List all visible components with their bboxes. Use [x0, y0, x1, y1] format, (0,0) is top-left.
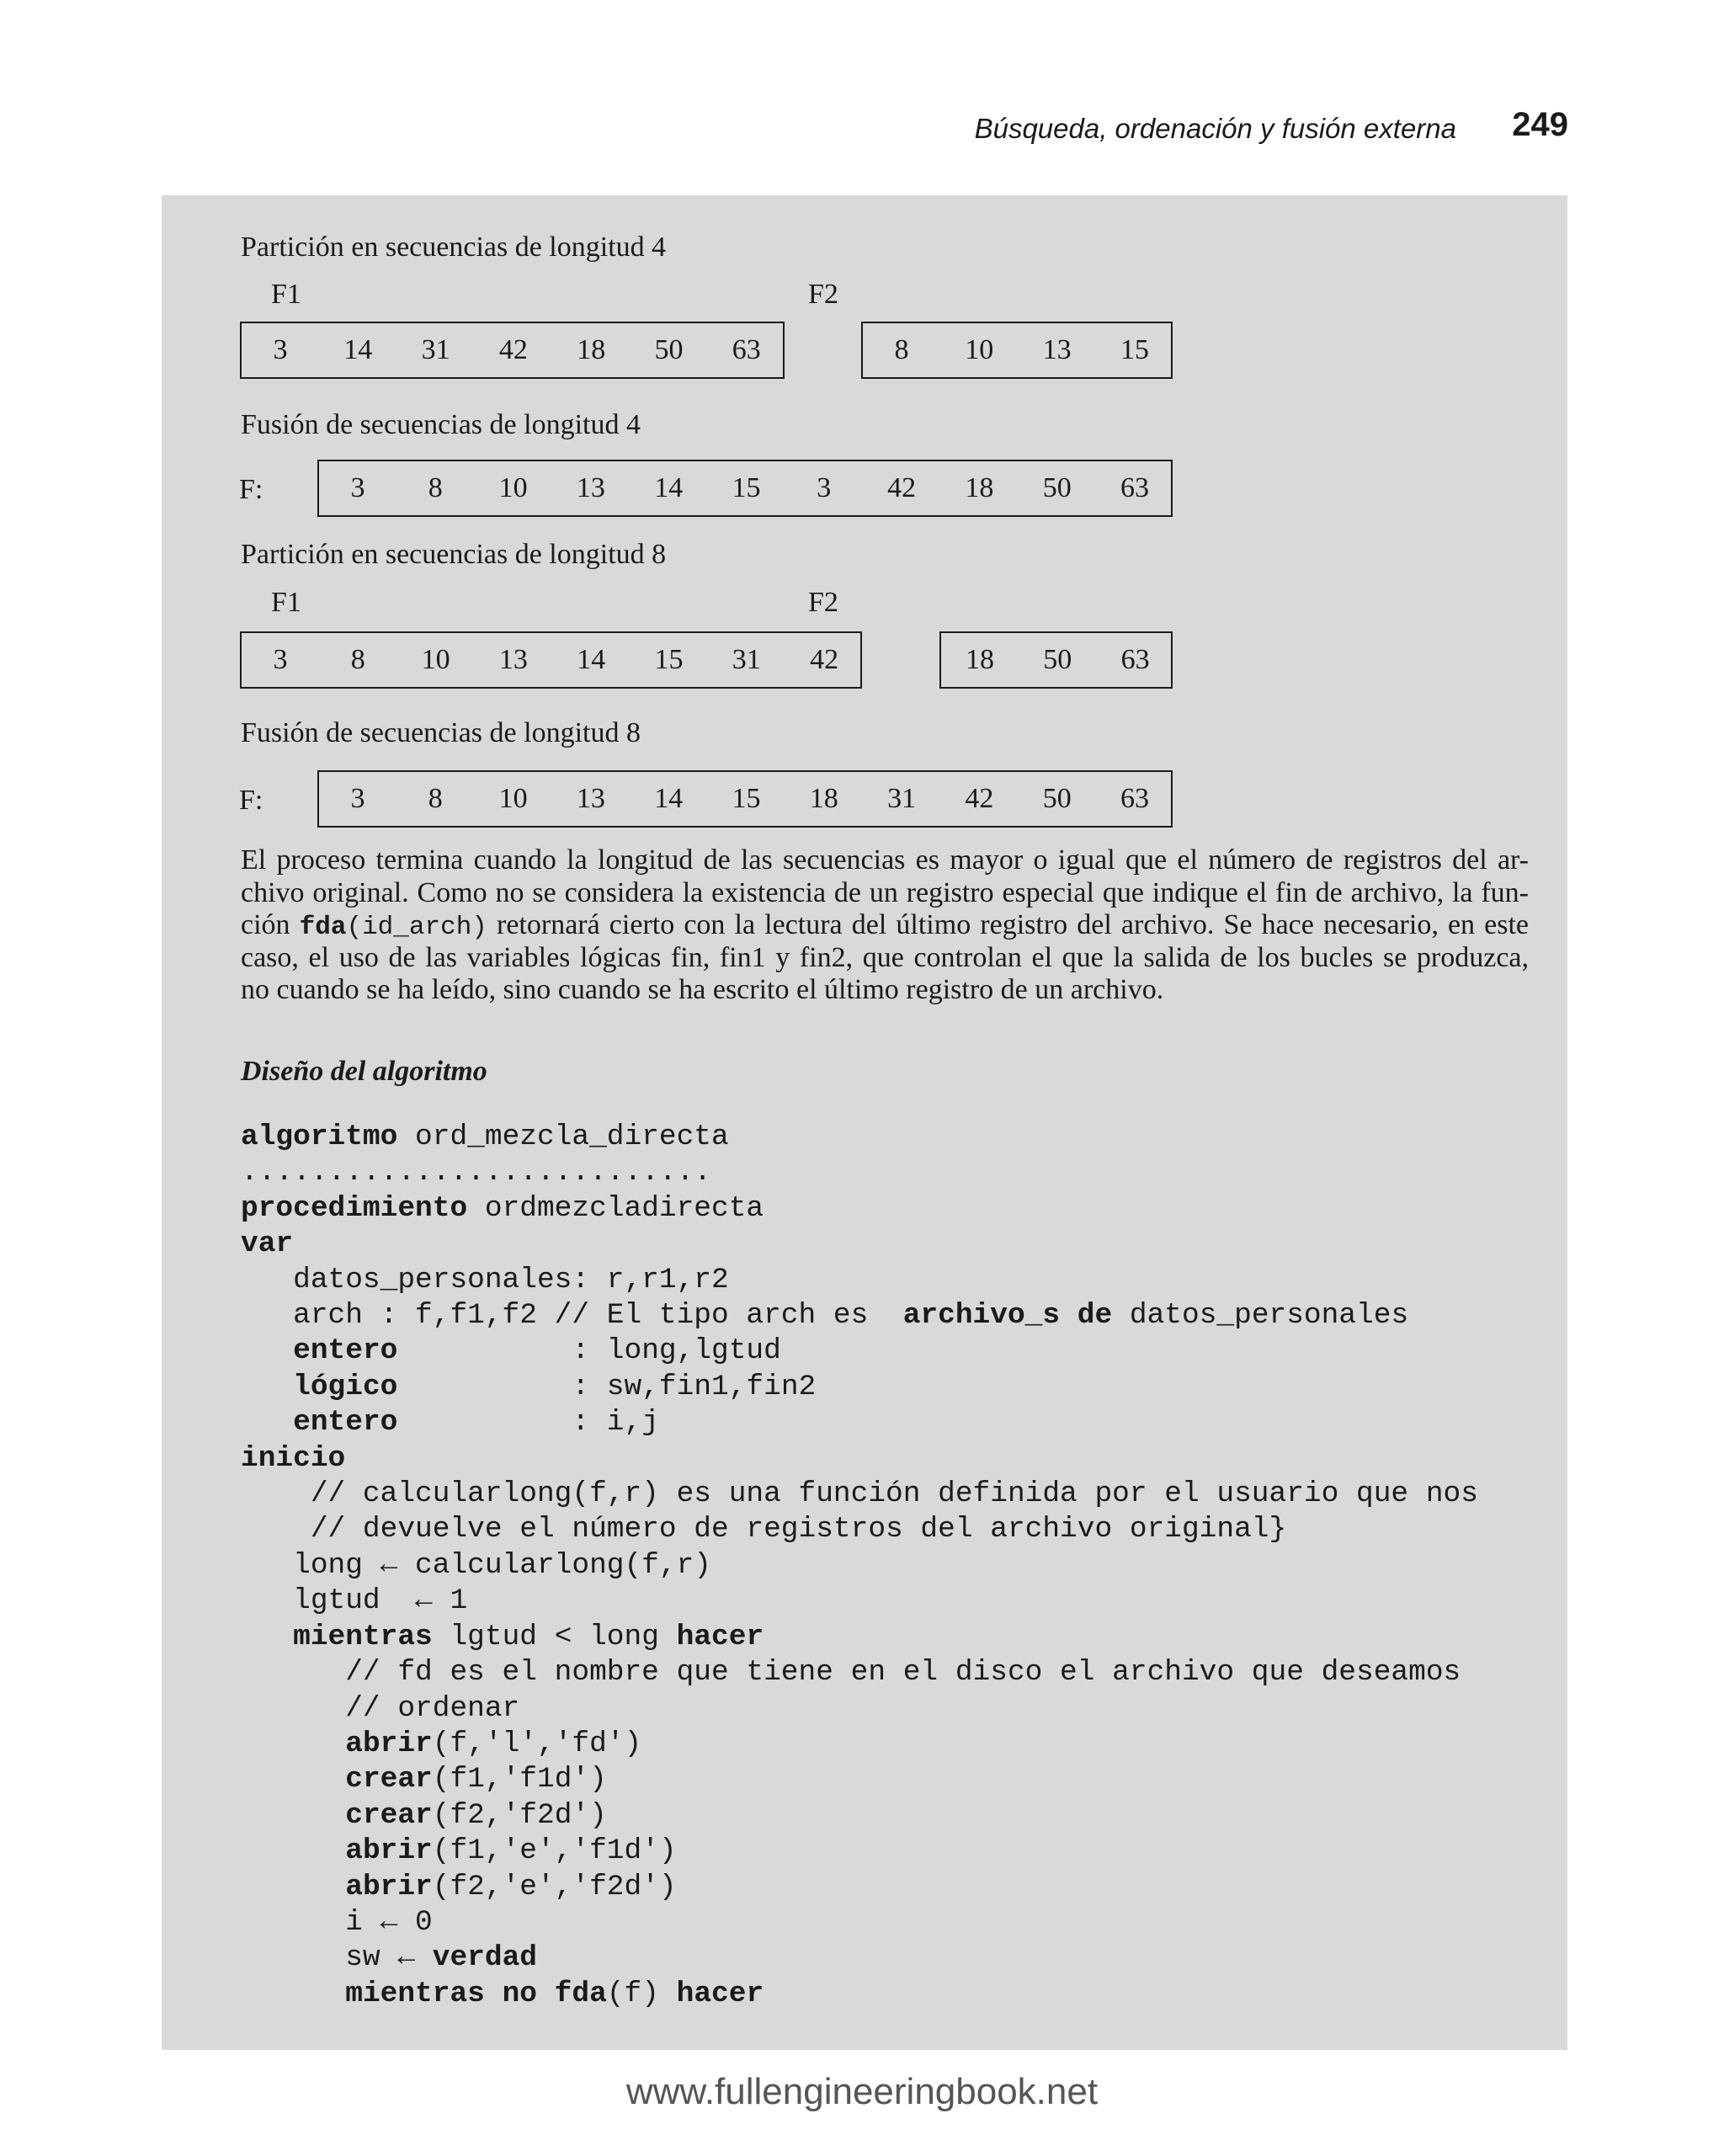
code-text: // fd es el nombre que tiene en el disco el archivo que deseamos — [241, 1656, 1461, 1690]
paragraph-line: chivo original. Como no se considera la existencia de un registro especial que indique el fin de archivo, la fun- — [241, 876, 1529, 908]
sequence-value: 3 — [350, 783, 365, 814]
running-title: Búsqueda, ordenación y fusión externa — [974, 113, 1456, 144]
code-line — [241, 1298, 1478, 1334]
code-line — [241, 1334, 1478, 1369]
sequence-value: 31 — [732, 644, 761, 675]
sequence-value: 13 — [498, 644, 528, 675]
code-line — [241, 1727, 1478, 1762]
code-line — [241, 1584, 1478, 1619]
sequence-box-f2 — [939, 631, 1173, 689]
sequence-value: 18 — [966, 644, 994, 675]
label-f1: F1 — [271, 587, 301, 618]
code-text: ordmezcladirecta — [467, 1191, 764, 1225]
sequence-value: 63 — [732, 334, 761, 365]
code-text: lgtud ← 1 — [241, 1584, 468, 1618]
code-keyword: lógico — [293, 1370, 398, 1403]
code-text — [241, 1371, 293, 1403]
heading-fusion-4: Fusión de secuencias de longitud 4 — [241, 409, 641, 440]
code-line — [241, 1870, 1478, 1905]
sequence-box-f1 — [240, 322, 785, 379]
label-f2: F2 — [808, 587, 838, 618]
sequence-value: 50 — [1043, 644, 1072, 675]
sequence-value: 50 — [1042, 472, 1072, 503]
sequence-value: 8 — [350, 644, 365, 675]
code-line — [241, 1940, 1478, 1976]
sequence-value: 42 — [887, 472, 917, 503]
heading-fusion-8: Fusión de secuencias de longitud 8 — [241, 717, 641, 748]
code-keyword: verdad — [432, 1941, 537, 1975]
code-line — [241, 1155, 1478, 1190]
sequence-value: 31 — [421, 334, 450, 365]
design-heading: Diseño del algoritmo — [241, 1056, 487, 1087]
code-line — [241, 1441, 1478, 1477]
label-f: F: — [239, 474, 263, 505]
code-text: : sw,fin1,fin2 — [397, 1370, 817, 1403]
code-text: (f2,'e','f2d') — [432, 1870, 677, 1903]
sequence-value: 13 — [576, 472, 605, 503]
code-keyword: abrir — [345, 1834, 433, 1868]
code-line — [241, 1477, 1478, 1512]
heading-particion-8: Partición en secuencias de longitud 8 — [241, 539, 667, 570]
code-keyword: abrir — [345, 1870, 433, 1903]
inline-code-fda: fda — [299, 913, 347, 942]
paragraph-line: El proceso termina cuando la longitud de las secuencias es mayor o igual que el número de registros del ar- — [241, 844, 1529, 876]
code-text — [241, 1871, 345, 1903]
sequence-value: 14 — [343, 334, 373, 365]
code-keyword: crear — [345, 1763, 433, 1797]
sequence-value: 63 — [1120, 783, 1149, 814]
code-line — [241, 1762, 1478, 1797]
code-text — [241, 1727, 345, 1760]
sequence-value: 15 — [732, 783, 761, 814]
code-text — [241, 1799, 345, 1832]
code-text: // calcularlong(f,r) es una función definida por el usuario que nos — [241, 1477, 1478, 1511]
code-keyword: hacer — [676, 1977, 764, 2010]
code-line — [241, 1548, 1478, 1584]
sequence-value: 10 — [498, 783, 528, 814]
code-text: datos_personales: r,r1,r2 — [241, 1263, 729, 1296]
sequence-value: 14 — [577, 644, 606, 675]
sequence-value: 10 — [421, 644, 450, 675]
paragraph-text: retornará cierto con la lectura del último registro del archivo. Se hace necesario, en este — [487, 909, 1529, 940]
code-text: datos_personales — [1112, 1299, 1409, 1333]
code-keyword: abrir — [345, 1727, 433, 1760]
paragraph-line: caso, el uso de las variables lógicas fin, fin1 y fin2, que controlan el que la salida de los bucles se produzca, — [241, 941, 1529, 973]
code-block — [241, 1120, 1478, 2012]
code-text — [241, 1834, 345, 1867]
sequence-value: 3 — [350, 472, 365, 503]
sequence-box-f2 — [861, 322, 1173, 379]
code-keyword: archivo_s de — [902, 1299, 1113, 1333]
code-text: arch : f,f1,f2 // El tipo arch es — [241, 1299, 903, 1333]
code-line — [241, 1977, 1478, 2012]
sequence-value: 14 — [654, 472, 684, 503]
sequence-value: 18 — [577, 334, 606, 365]
code-text: (f) — [606, 1977, 677, 2010]
footer-url: www.fullengineeringbook.net — [625, 2071, 1099, 2112]
code-keyword: mientras no fda — [345, 1977, 607, 2010]
inline-code-arg: (id_arch) — [346, 913, 487, 942]
code-text — [241, 1334, 293, 1367]
code-keyword: crear — [345, 1798, 433, 1832]
body-paragraph — [241, 844, 1529, 1007]
code-text: i ← 0 — [241, 1905, 433, 1939]
code-text: : long,lgtud — [397, 1334, 781, 1368]
code-text: long ← calcularlong(f,r) — [241, 1548, 711, 1582]
code-line — [241, 1405, 1478, 1440]
sequence-value: 50 — [1042, 783, 1072, 814]
code-line — [241, 1370, 1478, 1405]
code-text: lgtud < long — [432, 1620, 677, 1653]
code-text — [241, 1406, 293, 1439]
code-text — [241, 1621, 293, 1653]
sequence-value: 3 — [273, 644, 288, 675]
sequence-value: 18 — [965, 472, 994, 503]
sequence-value: 42 — [810, 644, 839, 675]
label-f1: F1 — [271, 279, 301, 310]
sequence-value: 15 — [1120, 334, 1149, 365]
sequence-value: 42 — [498, 334, 528, 365]
code-line — [241, 1655, 1478, 1690]
code-text: (f,'l','fd') — [432, 1727, 642, 1760]
sequence-value: 63 — [1120, 644, 1150, 675]
code-text: sw ← — [241, 1941, 433, 1975]
code-line — [241, 1227, 1478, 1262]
code-line — [241, 1120, 1478, 1155]
sequence-box-f — [317, 770, 1173, 828]
code-line — [241, 1512, 1478, 1547]
code-line — [241, 1620, 1478, 1655]
sequence-value: 13 — [1042, 334, 1072, 365]
code-text: (f2,'f2d') — [432, 1798, 607, 1832]
sequence-value: 8 — [894, 334, 909, 365]
label-f: F: — [239, 785, 263, 816]
page-number: 249 — [1512, 106, 1568, 143]
label-f2: F2 — [808, 279, 838, 310]
code-text — [241, 1763, 345, 1796]
sequence-value: 15 — [732, 472, 761, 503]
sequence-value: 10 — [498, 472, 528, 503]
code-text: ........................... — [241, 1156, 711, 1190]
code-text: (f1,'f1d') — [432, 1763, 607, 1797]
code-keyword: inicio — [241, 1441, 346, 1475]
sequence-value: 42 — [965, 783, 994, 814]
code-keyword: mientras — [293, 1620, 433, 1653]
code-line — [241, 1191, 1478, 1227]
sequence-value: 14 — [654, 783, 684, 814]
code-text — [241, 1978, 345, 2010]
sequence-box-f1 — [240, 631, 862, 689]
sequence-value: 13 — [576, 783, 605, 814]
sequence-value: 8 — [428, 783, 443, 814]
paragraph-text: ción — [241, 909, 300, 940]
code-keyword: var — [241, 1227, 294, 1261]
code-keyword: entero — [293, 1334, 398, 1368]
sequence-value: 15 — [654, 644, 684, 675]
code-line — [241, 1263, 1478, 1298]
code-keyword: hacer — [676, 1620, 764, 1653]
sequence-value: 31 — [887, 783, 917, 814]
sequence-box-f — [317, 460, 1173, 517]
sequence-value: 18 — [809, 783, 838, 814]
sequence-value: 8 — [428, 472, 443, 503]
sequence-value: 10 — [965, 334, 994, 365]
code-text: // ordenar — [241, 1691, 520, 1725]
sequence-value: 3 — [817, 472, 832, 503]
paragraph-line — [241, 909, 1529, 942]
sequence-value: 3 — [273, 334, 288, 365]
code-text: ord_mezcla_directa — [397, 1121, 729, 1153]
code-keyword: entero — [293, 1406, 398, 1440]
code-text: : i,j — [397, 1406, 659, 1440]
code-text: // devuelve el número de registros del archivo original} — [241, 1513, 1287, 1546]
code-line — [241, 1691, 1478, 1727]
heading-particion-4: Partición en secuencias de longitud 4 — [241, 232, 667, 263]
sequence-value: 50 — [654, 334, 684, 365]
code-keyword: procedimiento — [241, 1191, 468, 1225]
paragraph-line: no cuando se ha leído, sino cuando se ha escrito el último registro de un archivo. — [241, 974, 1164, 1005]
code-line — [241, 1905, 1478, 1940]
sequence-value: 63 — [1120, 472, 1149, 503]
code-keyword: algoritmo — [241, 1121, 398, 1153]
code-line — [241, 1834, 1478, 1869]
code-line — [241, 1798, 1478, 1834]
code-text: (f1,'e','f1d') — [432, 1834, 677, 1868]
